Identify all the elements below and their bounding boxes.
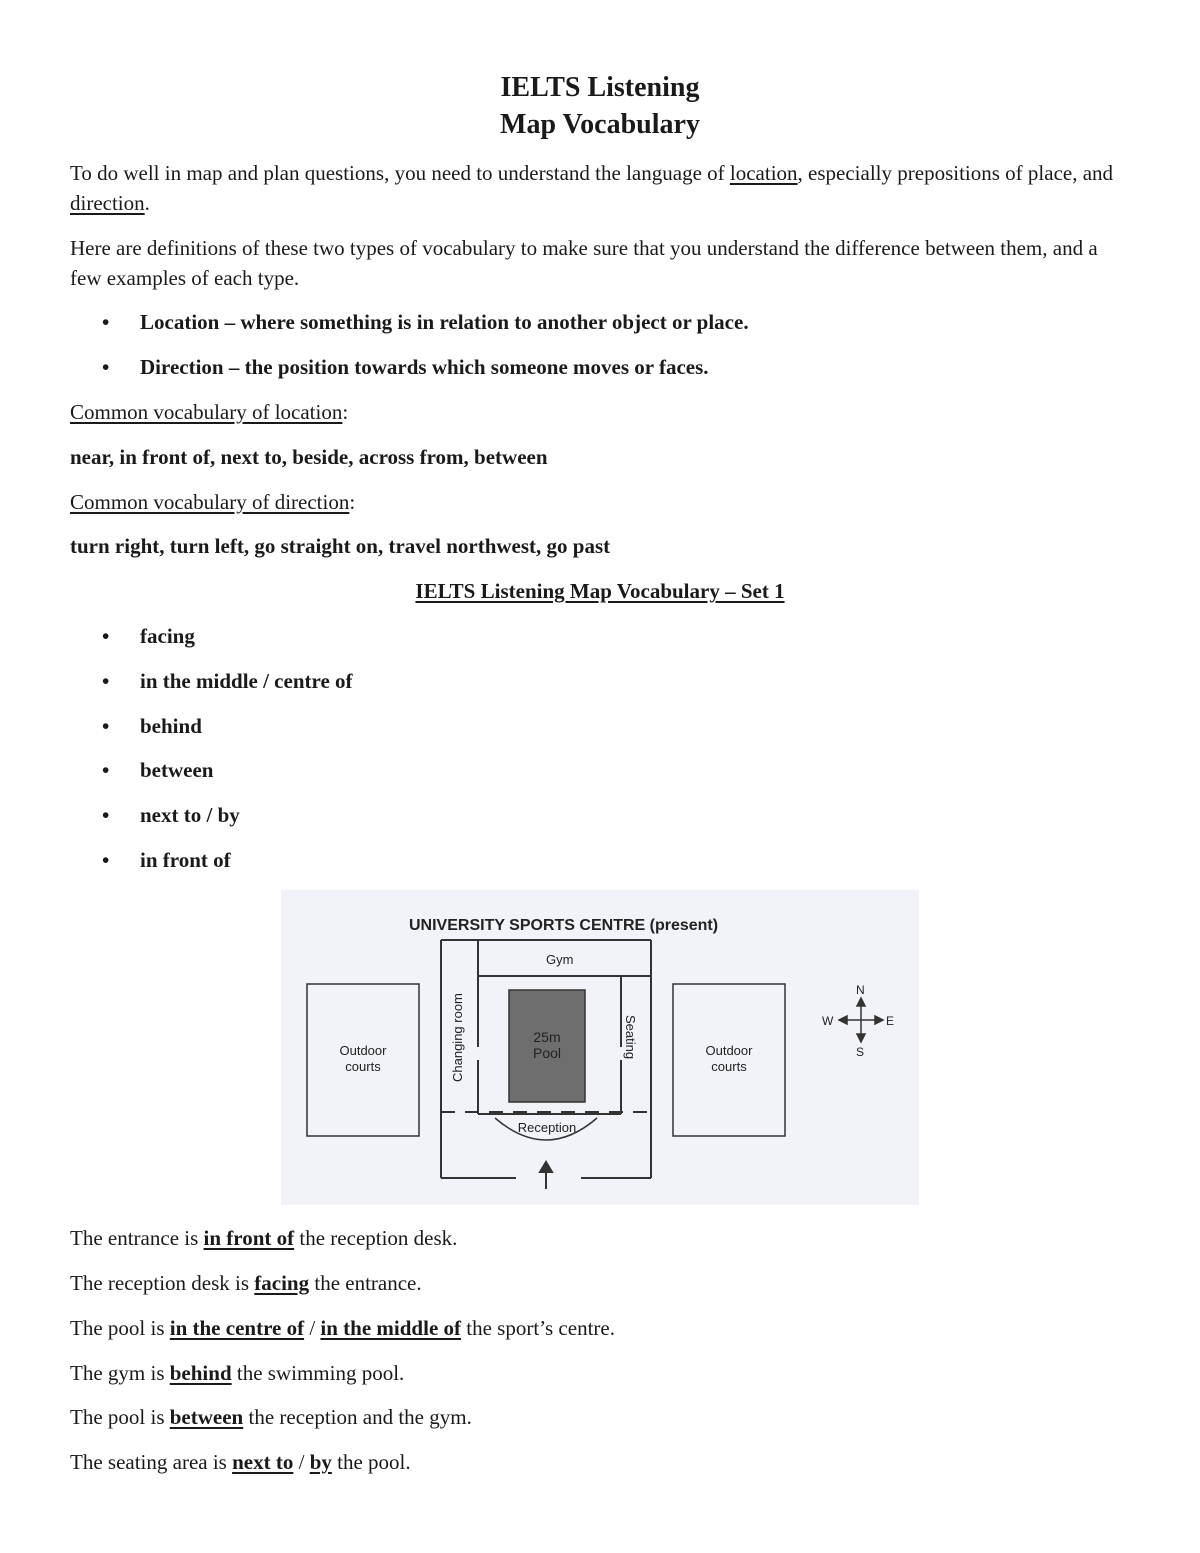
- gym-label: Gym: [546, 952, 574, 967]
- title-line-2: Map Vocabulary: [500, 109, 700, 140]
- bullet-point: •: [102, 803, 110, 827]
- bullet-point: •: [102, 758, 110, 782]
- map-title: UNIVERSITY SPORTS CENTRE (present): [409, 917, 719, 934]
- compass-south: S: [856, 1045, 865, 1059]
- bullet-point: •: [102, 848, 110, 872]
- seating-label: Seating: [623, 1015, 638, 1060]
- pool-label-1: 25m: [533, 1029, 561, 1045]
- location-vocab-heading: Common vocabulary of location:: [70, 400, 349, 424]
- outdoor-right-label-2: courts: [711, 1059, 747, 1074]
- title-line-1: IELTS Listening: [500, 72, 700, 103]
- example-sentence: The reception desk is facing the entrance.: [70, 1271, 422, 1295]
- direction-term: direction: [70, 191, 145, 215]
- example-sentence: The pool is between the reception and the gym.: [70, 1405, 472, 1429]
- location-vocab-words: near, in front of, next to, beside, across from, between: [70, 445, 548, 469]
- bullet-point: •: [102, 669, 110, 693]
- direction-vocab-heading: Common vocabulary of direction:: [70, 490, 356, 514]
- changing-room-label: Changing room: [450, 993, 465, 1082]
- intro-paragraph-2: Here are definitions of these two types of vocabulary to make sure that you understand the difference between them, and a few examples of each type.: [70, 236, 1098, 290]
- intro-paragraph-1: To do well in map and plan questions, you need to understand the language of location, especially prepositions of place, and direction.: [70, 161, 1114, 215]
- outdoor-left-label-2: courts: [345, 1059, 381, 1074]
- pool-label-2: Pool: [532, 1045, 562, 1061]
- outdoor-right-label-1: Outdoor: [705, 1043, 753, 1058]
- compass-east: E: [886, 1014, 895, 1028]
- reception-label: Reception: [517, 1120, 577, 1135]
- example-sentence: The pool is in the centre of / in the middle of the sport’s centre.: [70, 1316, 615, 1340]
- location-term: location: [729, 161, 798, 185]
- example-sentence: The entrance is in front of the reception desk.: [70, 1226, 458, 1250]
- document-page: IELTS Listening Map Vocabulary To do well in map and plan questions, you need to understand the language of location, especially prepositions of place, and direction. Here are definitions of these two types of vocabulary to make sure that you understand the difference between them, and a few examples of each type. • Location – where something is in relation to another object or place. • Direction – the position towards which someone moves or faces. Common vocabulary of location: near, in front of, next to, beside, across from, between Common vocabulary of direction: turn right, turn left, go straight on, travel northwest, go past IELTS Listening Map Vocabulary – Set 1 • facing • in the middle / centre of • behind • between • next to / by • in front of UNIVERSITY SPORTS CENTRE (present) Gym Changing room 25m Pool Seating Reception Outdoor courts Outdoor courts N S E W The entrance is in front of the reception desk. The reception desk is facing the entrance. The pool is in the centre of / in the middle of the sport’s centre. The gym is behind the swimming pool. The pool is between the reception and the gym. The seating area is next to / by the pool.: [0, 0, 1200, 1553]
- compass-west: W: [822, 1014, 834, 1028]
- sports-centre-map: [281, 890, 919, 1205]
- bullet-point: •: [102, 310, 110, 334]
- bullet-point: •: [102, 355, 110, 379]
- example-sentence: The seating area is next to / by the pool.: [70, 1450, 411, 1474]
- compass-north: N: [856, 983, 865, 997]
- example-sentence: The gym is behind the swimming pool.: [70, 1361, 405, 1385]
- bullet-point: •: [102, 714, 110, 738]
- set1-heading: IELTS Listening Map Vocabulary – Set 1: [415, 579, 785, 603]
- outdoor-left-label-1: Outdoor: [339, 1043, 387, 1058]
- direction-vocab-words: turn right, turn left, go straight on, travel northwest, go past: [70, 534, 611, 558]
- bullet-point: •: [102, 624, 110, 648]
